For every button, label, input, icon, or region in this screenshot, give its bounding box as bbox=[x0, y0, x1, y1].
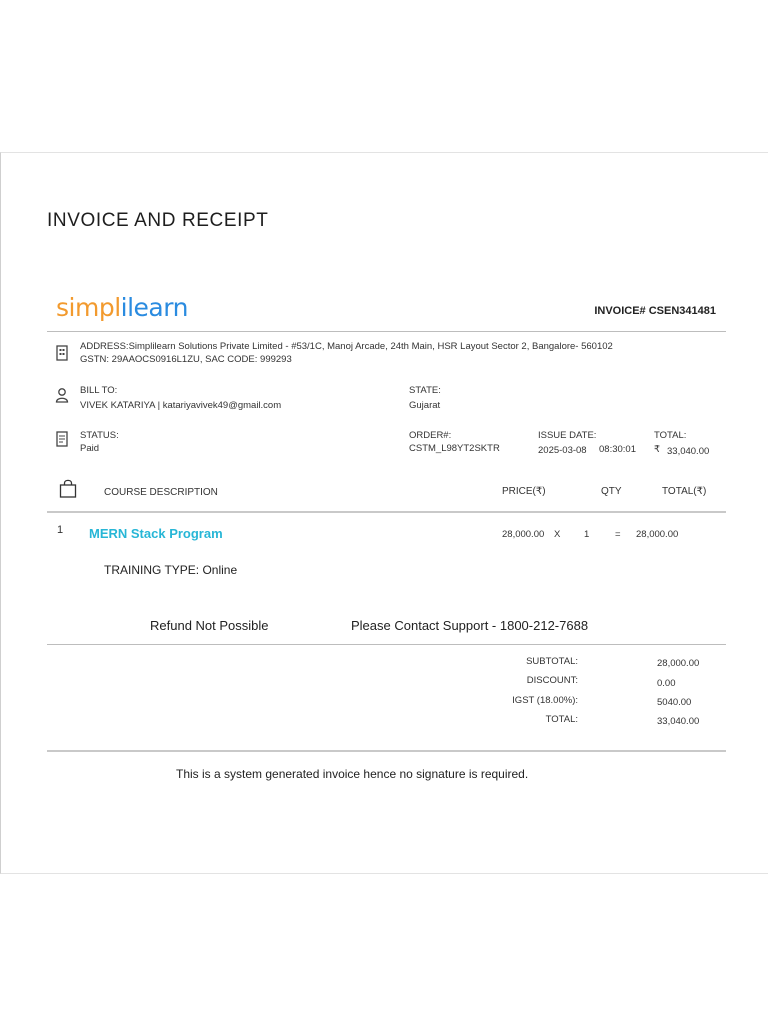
table-divider bbox=[47, 511, 726, 513]
issue-date-label: ISSUE DATE: bbox=[538, 430, 597, 441]
address-line1: ADDRESS:Simplilearn Solutions Private Limited - #53/1C, Manoj Arcade, 24th Main, HSR Layout Sector 2, Bangalore- 560102 bbox=[80, 341, 613, 352]
logo-separator: i bbox=[120, 293, 128, 322]
page-title: INVOICE AND RECEIPT bbox=[47, 210, 269, 231]
igst-value: 5040.00 bbox=[657, 697, 692, 708]
grand-total-value: 33,040.00 bbox=[657, 716, 700, 727]
logo-part2: learn bbox=[127, 293, 188, 322]
row-price: 28,000.00 bbox=[502, 529, 545, 540]
col-total: TOTAL(₹) bbox=[662, 486, 707, 497]
document-icon bbox=[55, 431, 69, 447]
status-label: STATUS: bbox=[80, 430, 119, 441]
row-index: 1 bbox=[57, 524, 64, 536]
support-note: Please Contact Support - 1800-212-7688 bbox=[351, 618, 589, 633]
footer-divider bbox=[47, 750, 726, 752]
total-header-value: 33,040.00 bbox=[667, 446, 710, 457]
simplilearn-logo bbox=[56, 293, 188, 322]
row-qty: 1 bbox=[584, 529, 590, 540]
row-equals: = bbox=[615, 529, 621, 540]
col-qty: QTY bbox=[601, 486, 622, 497]
discount-value: 0.00 bbox=[657, 678, 676, 689]
subtotal-label: SUBTOTAL: bbox=[526, 656, 578, 667]
order-label: ORDER#: bbox=[409, 430, 452, 441]
shopping-bag-icon bbox=[59, 479, 77, 498]
state-label: STATE: bbox=[409, 385, 441, 396]
invoice-sheet bbox=[0, 152, 768, 874]
order-value: CSTM_L98YT2SKTR bbox=[409, 443, 500, 454]
logo-part1: simpl bbox=[56, 293, 121, 322]
grand-total-label: TOTAL: bbox=[545, 714, 578, 725]
summary-divider bbox=[47, 644, 726, 645]
discount-label: DISCOUNT: bbox=[526, 675, 578, 686]
row-total: 28,000.00 bbox=[636, 529, 679, 540]
status-value: Paid bbox=[80, 443, 100, 454]
subtotal-value: 28,000.00 bbox=[657, 658, 700, 669]
footer-note: This is a system generated invoice hence no signature is required. bbox=[176, 767, 529, 781]
course-link[interactable]: MERN Stack Program bbox=[89, 526, 223, 541]
address-line2: GSTN: 29AAOCS0916L1ZU, SAC CODE: 999293 bbox=[80, 354, 292, 365]
state-value: Gujarat bbox=[409, 400, 441, 411]
row-times: X bbox=[554, 529, 561, 540]
igst-label: IGST (18.00%): bbox=[512, 695, 578, 706]
training-type: TRAINING TYPE: Online bbox=[104, 563, 238, 577]
bill-to-value: VIVEK KATARIYA | katariyavivek49@gmail.com bbox=[80, 400, 282, 411]
divider bbox=[47, 331, 726, 332]
refund-note: Refund Not Possible bbox=[150, 618, 269, 633]
building-icon bbox=[55, 345, 69, 361]
issue-date-value: 2025-03-08 bbox=[538, 445, 587, 456]
user-icon bbox=[55, 387, 69, 403]
invoice-number: INVOICE# CSEN341481 bbox=[594, 305, 716, 317]
issue-time-value: 08:30:01 bbox=[599, 444, 636, 455]
total-header-label: TOTAL: bbox=[654, 430, 687, 441]
bill-to-label: BILL TO: bbox=[80, 385, 118, 396]
col-description: COURSE DESCRIPTION bbox=[104, 487, 218, 498]
col-price: PRICE(₹) bbox=[502, 486, 546, 497]
total-header-currency: ₹ bbox=[654, 444, 661, 455]
